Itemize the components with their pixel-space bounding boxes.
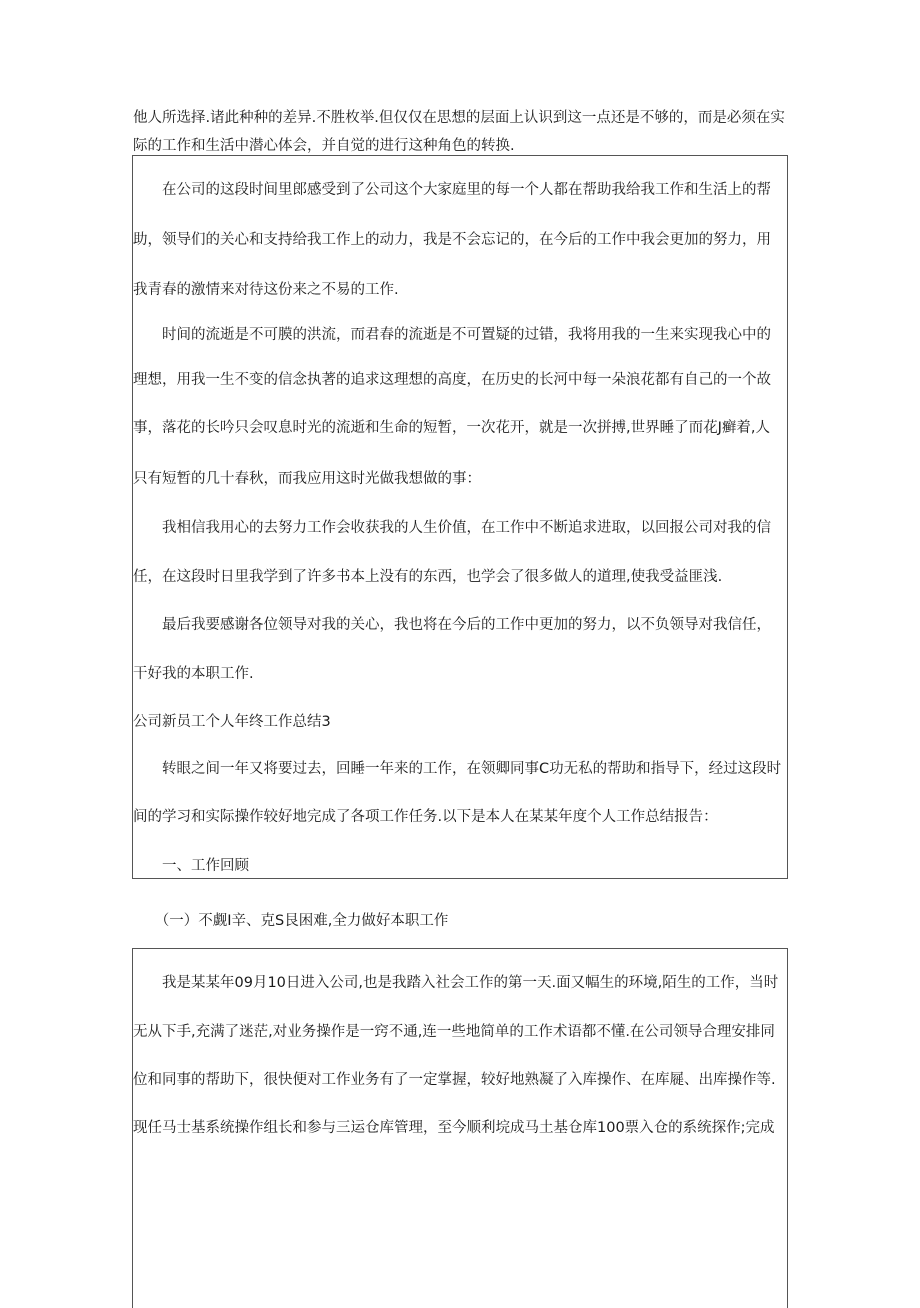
intro-line-2: 际的工作和生活中潜心体会，并自觉的进行这种角色的转换.	[133, 138, 515, 154]
section-title: 公司新员工个人年终工作总结3	[133, 714, 331, 730]
box1-line-2: 助，领导们的关心和支持给我工作上的动力，我是不会忘记的，在今后的工作中我会更加的努力，用	[133, 232, 771, 248]
box1-line-5: 理想，用我一生不变的信念执著的追求这理想的高度，在历史的长河中每一朵浪花都有自己的一个故	[133, 372, 771, 388]
box1-line-1: 在公司的这段时间里郎感受到了公司这个大家庭里的每一个人都在帮助我给我工作和生活上的帮	[133, 182, 771, 198]
box2-line-4: 现任马士基系统操作组长和参与三运仓库管理，至今顺利垸成马土基仓库100票入仓的系统探作;完成	[133, 1120, 775, 1136]
box1-line-4: 时间的流逝是不可膜的洪流，而君春的流逝是不可置疑的过错，我将用我的一生来实现我心中的	[133, 327, 771, 343]
text-box-2	[132, 948, 788, 1308]
box1-line-3: 我青春的激情来对待这份来之不易的工作.	[133, 282, 399, 298]
box2-line-2: 无从下手,充满了迷茫,对业务操作是一窍不通,连一些地简单的工作术语都不懂.在公司领导合理安排同	[133, 1024, 775, 1040]
box1-line-8: 我相信我用心的去努力工作会收获我的人生价值，在工作中不断追求进取，以回报公司对我的信	[133, 520, 771, 536]
text-box-1	[132, 155, 788, 879]
box2-line-3: 位和同事的帮助下，很快便对工作业务有了一定掌握，较好地熟凝了入库操作、在库屣、出库操作等.	[133, 1072, 776, 1088]
intro-paragraph	[133, 104, 793, 160]
box1-line-13: 转眼之间一年又将要过去，回睡一年来的工作，在领卿同事C功无私的帮助和指导下，经过这段时	[133, 761, 782, 777]
box1-line-14: 间的学习和实际操作较好地完成了各项工作任务.以下是本人在某某年度个人工作总结报告：	[133, 809, 718, 825]
box1-line-11: 干好我的本职工作.	[133, 666, 254, 682]
intro-line-1: 他人所选择.诸此种种的差异.不胜枚举.但仅仅在思想的层面上认识到这一点还是不够的，而是必须在实	[133, 110, 785, 126]
box1-line-7: 只有短暂的几十春秋，而我应用这时光做我想做的事：	[133, 471, 481, 487]
box1-line-6: 事，落花的长吟只会叹息时光的流逝和生命的短暂，一次花开，就是一次拼搏,世界睡了而花J癣着,人	[133, 420, 770, 436]
box1-line-15: 一、工作回顾	[133, 858, 249, 874]
box1-line-10: 最后我要感谢各位领导对我的关心，我也将在今后的工作中更加的努力，以不负领导对我信任，	[133, 617, 771, 633]
box1-line-9: 任，在这段时日里我学到了许多书本上没有的东西，也学会了很多做人的道理,使我受益匪浅.	[133, 569, 723, 585]
subsection-heading: （一）不觑I辛、克S艮困难,全力做好本职工作	[133, 913, 449, 929]
box2-line-1: 我是某某年09月10日进入公司,也是我踏入社会工作的第一天.面又幅生的环境,陌生的工作，当时	[133, 975, 779, 991]
